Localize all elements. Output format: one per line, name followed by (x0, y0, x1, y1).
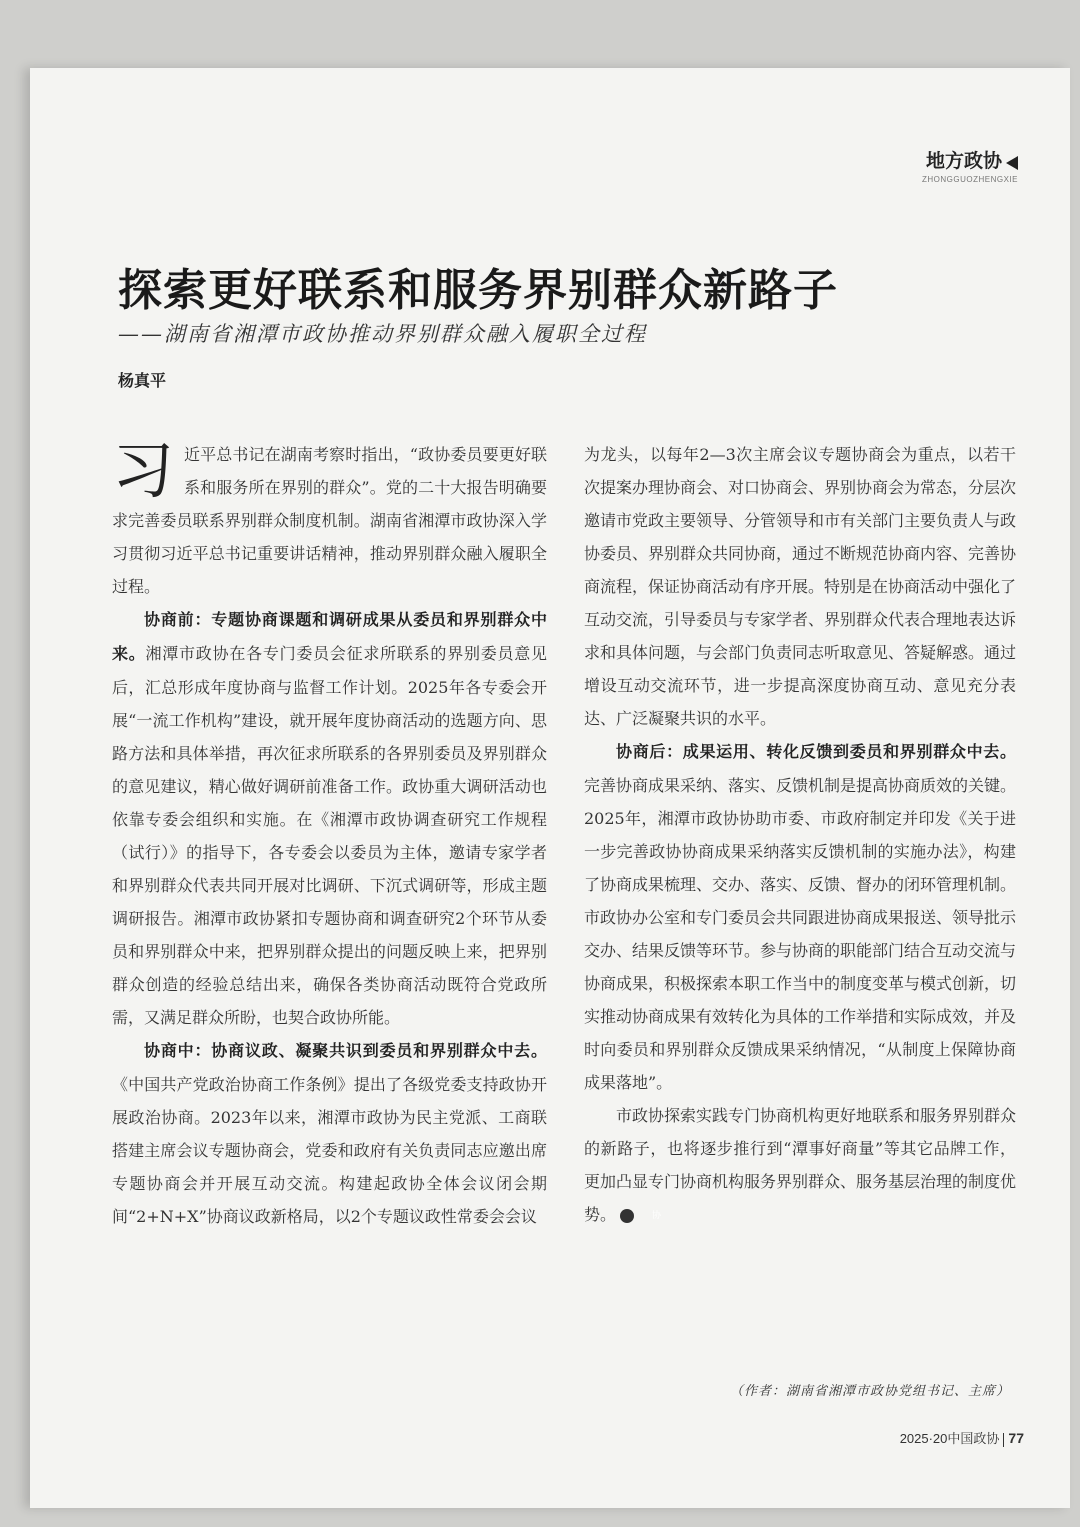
after-text: 完善协商成果采纳、落实、反馈机制是提高协商质效的关键。2025年，湘潭市政协协助市委、市政府制定并印发《关于进一步完善政协协商成果采纳落实反馈机制的实施办法》，构建了协商成果梳理、交办、落实、反馈、督办的闭环管理机制。市政协办公室和专门委员会共同跟进协商成果报送、领导批示交办、结果反馈等环节。参与协商的职能部门结合互动交流与协商成果，积极探索本职工作当中的制度变革与模式创新，切实推动协商成果有效转化为具体的工作举措和实际成效，并及时向委员和界别群众反馈成果采纳情况，“从制度上保障协商成果落地”。 (584, 776, 1017, 1092)
paragraph-conclusion (584, 1099, 1016, 1231)
heading-before: 协商前：专题协商课题和调研成果从委员和界别群众中来。 (112, 612, 547, 663)
page-footer (900, 1428, 1024, 1447)
heading-after: 协商后：成果运用、转化反馈到委员和界别群众中去。 (616, 744, 1016, 761)
paragraph-intro (112, 434, 547, 603)
heading-during: 协商中：协商议政、凝聚共识到委员和界别群众中去。 (144, 1043, 547, 1060)
section-pinyin: ZHONGGUOZHENGXIE (921, 175, 1018, 184)
page-number: 77 (1008, 1430, 1024, 1446)
paragraph-before (112, 603, 547, 1034)
column-left (112, 434, 547, 1233)
paragraph-during (112, 1034, 547, 1233)
issue-number: 2025·20 (899, 1431, 948, 1446)
section-name: 地方政协 (925, 151, 1002, 172)
drop-cap: 习 (112, 434, 175, 507)
article-author: 杨真平 (118, 373, 167, 390)
magazine-name: 中国政协 (947, 1431, 1000, 1446)
paragraph-after (584, 735, 1016, 1099)
magazine-page (30, 68, 1070, 1508)
before-text: 湘潭市政协在各专门委员会征求所联系的界别委员意见后，汇总形成年度协商与监督工作计划。2025年各专委会开展“一流工作机构”建设，就开展年度协商活动的选题方向、思路方法和具体举措，再次征求所联系的各界别委员及界别群众的意见建议，精心做好调研前准备工作。政协重大调研活动也依靠专委会组织和实施。在《湘潭市政协调查研究工作规程（试行）》的指导下，各专委会以委员为主体，邀请专家学者和界别群众代表共同开展对比调研、下沉式调研等，形成主题调研报告。湘潭市政协紧扣专题协商和调查研究2个环节从委员和界别群众中来，把界别群众提出的问题反映上来，把界别群众创造的经验总结出来，确保各类协商活动既符合党政所需，又满足群众所盼，也契合政协所能。 (112, 644, 547, 1027)
during-text: 《中国共产党政治协商工作条例》提出了各级党委支持政协开展政治协商。2023年以来，湘潭市政协为民主党派、工商联搭建主席会议专题协商会，党委和政府有关负责同志应邀出席专题协商会并开展互动交流。构建起政协全体会议闭会期间“2+N+X”协商议政新格局，以2个专题议政性常委会会议 (112, 1075, 547, 1226)
author-byline: （作者：湖南省湘潭市政协党组书记、主席） (729, 1384, 1010, 1399)
triangle-left-icon (1006, 156, 1018, 170)
end-mark-icon: 协 (620, 1209, 634, 1223)
paragraph-during-cont: 为龙头，以每年2—3次主席会议专题协商会为重点，以若干次提案办理协商会、对口协商会、界别协商会为常态，分层次邀请市党政主要领导、分管领导和市有关部门主要负责人与政协委员、界别群众共同协商，通过不断规范协商内容、完善协商流程，保证协商活动有序开展。特别是在协商活动中强化了互动交流，引导委员与专家学者、界别群众代表合理地表达诉求和具体问题，与会部门负责同志听取意见、答疑解惑。通过增设互动交流环节，进一步提高深度协商互动、意见充分表达、广泛凝聚共识的水平。 (584, 445, 1017, 728)
article-title: 探索更好联系和服务界别群众新路子 (118, 265, 838, 316)
section-tag (922, 146, 1018, 184)
article-subtitle: ——湖南省湘潭市政协推动界别群众融入履职全过程 (118, 322, 647, 346)
column-right (584, 438, 1016, 1231)
footer-divider (1003, 1433, 1004, 1447)
intro-text: 近平总书记在湖南考察时指出，“政协委员要更好联系和服务所在界别的群众”。党的二十大报告明确要求完善委员联系界别群众制度机制。湖南省湘潭市政协深入学习贯彻习近平总书记重要讲话精神，推动界别群众融入履职全过程。 (112, 445, 547, 596)
conclusion-text: 市政协探索实践专门协商机构更好地联系和服务界别群众的新路子，也将逐步推行到“潭事好商量”等其它品牌工作，更加凸显专门协商机构服务界别群众、服务基层治理的制度优势。 (584, 1106, 1017, 1224)
